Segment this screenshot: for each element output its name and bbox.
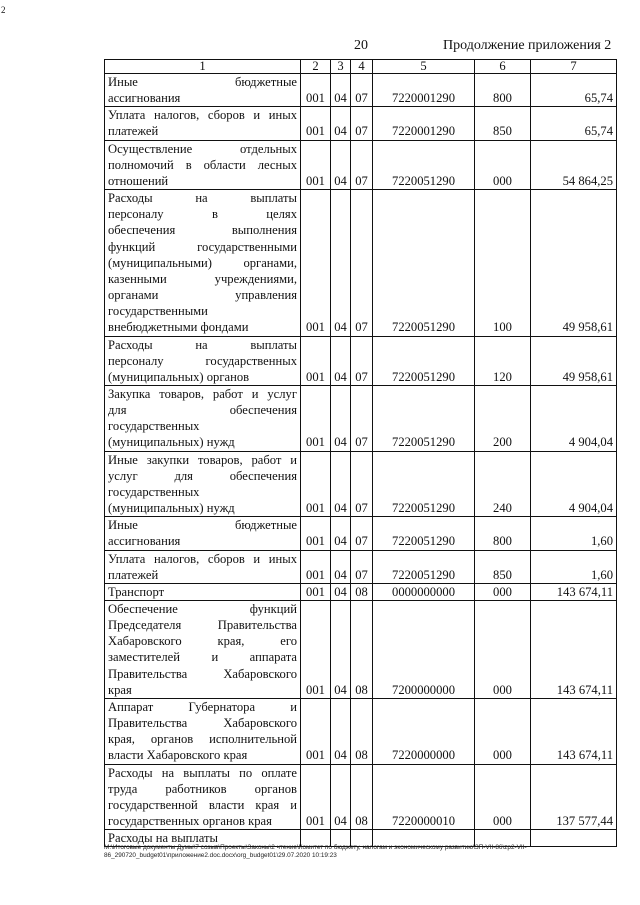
expense-type-cell: 240 — [475, 451, 531, 517]
row-name-line: платежей — [108, 567, 159, 582]
table-row — [105, 336, 617, 385]
code-cell: 001 — [301, 74, 331, 107]
row-name-line: внебюджетными фондами — [108, 320, 249, 335]
target-article-cell: 7220051290 — [373, 190, 475, 336]
row-name-cell — [105, 190, 301, 336]
row-name-line: ассигнования — [108, 91, 181, 106]
footer-line: 86_290720_budget01\приложение2.doc.docx\org_budget01\29.07.2020 10:19:23 — [104, 852, 337, 859]
corner-mark: 2 — [1, 5, 6, 15]
row-name-line: полномочий в области лесных — [108, 157, 297, 172]
section-cell: 04 — [331, 583, 351, 600]
amount-cell: 49 958,61 — [531, 336, 617, 385]
row-name-line: Хабаровского края, его — [108, 634, 297, 649]
subsection-cell: 08 — [351, 601, 373, 699]
code-cell: 001 — [301, 190, 331, 336]
subsection-cell: 07 — [351, 190, 373, 336]
expense-type-cell: 000 — [475, 764, 531, 830]
expense-type-cell: 850 — [475, 550, 531, 583]
target-article-cell: 7220001290 — [373, 74, 475, 107]
table-row — [105, 601, 617, 699]
row-name-line: платежей — [108, 124, 159, 139]
subsection-cell: 07 — [351, 336, 373, 385]
section-cell: 04 — [331, 74, 351, 107]
section-cell: 04 — [331, 698, 351, 764]
row-name-line: органами управления — [108, 288, 297, 303]
header-cell: 3 — [331, 60, 351, 74]
amount-cell: 49 958,61 — [531, 190, 617, 336]
row-name-line: Иные бюджетные — [108, 75, 297, 89]
row-name-line: Аппарат Губернатора и — [108, 699, 297, 714]
code-cell: 001 — [301, 601, 331, 699]
row-name-line: Расходы на выплаты — [108, 191, 297, 206]
subsection-cell: 08 — [351, 764, 373, 830]
row-name-line: государственных органов края — [108, 814, 272, 829]
header-cell: 2 — [301, 60, 331, 74]
row-name-line: Правительства Хабаровского — [108, 666, 297, 681]
section-cell: 04 — [331, 336, 351, 385]
table-row — [105, 583, 617, 600]
code-cell: 001 — [301, 698, 331, 764]
target-article-cell: 0000000000 — [373, 583, 475, 600]
target-article-cell: 7220051290 — [373, 336, 475, 385]
amount-cell: 137 577,44 — [531, 764, 617, 830]
amount-cell: 143 674,11 — [531, 583, 617, 600]
row-name-line: функций государственными — [108, 239, 297, 254]
header-cell: 1 — [105, 60, 301, 74]
row-name-line: Иные закупки товаров, работ и — [108, 452, 297, 467]
row-name-line: (муниципальными) органами, — [108, 255, 297, 270]
target-article-cell: 7220051290 — [373, 451, 475, 517]
row-name-line: власти Хабаровского края — [108, 748, 248, 763]
section-cell: 04 — [331, 190, 351, 336]
row-name-line: Расходы на выплаты — [108, 337, 297, 352]
code-cell: 001 — [301, 336, 331, 385]
expense-type-cell: 850 — [475, 107, 531, 140]
target-article-cell: 7220000010 — [373, 764, 475, 830]
row-name-line: Осуществление отдельных — [108, 141, 297, 156]
target-article-cell: 7200000000 — [373, 601, 475, 699]
row-name-cell — [105, 451, 301, 517]
code-cell: 001 — [301, 385, 331, 451]
expense-type-cell: 000 — [475, 601, 531, 699]
row-name-cell — [105, 764, 301, 830]
header-cell: 4 — [351, 60, 373, 74]
file-path-footer — [104, 844, 616, 860]
amount-cell: 143 674,11 — [531, 601, 617, 699]
continuation-label: Продолжение приложения 2 — [443, 38, 612, 53]
row-name-line: Расходы на выплаты — [108, 831, 218, 846]
row-name-line: (муниципальных) нужд — [108, 435, 235, 450]
target-article-cell: 7220051290 — [373, 550, 475, 583]
row-name-line: Обеспечение функций — [108, 602, 297, 616]
row-name-line: Председателя Правительства — [108, 618, 297, 633]
code-cell: 001 — [301, 140, 331, 189]
amount-cell: 54 864,25 — [531, 140, 617, 189]
section-cell: 04 — [331, 385, 351, 451]
subsection-cell: 07 — [351, 517, 373, 550]
target-article-cell: 7220051290 — [373, 385, 475, 451]
table-row — [105, 764, 617, 830]
row-name-line: края — [108, 682, 132, 697]
header-cell: 6 — [475, 60, 531, 74]
row-name-cell — [105, 601, 301, 699]
table-row — [105, 385, 617, 451]
row-name-line: Правительства Хабаровского — [108, 716, 297, 731]
row-name-line: государственными — [108, 304, 208, 319]
row-name-line: Иные бюджетные — [108, 518, 297, 533]
amount-cell: 4 904,04 — [531, 451, 617, 517]
budget-table — [104, 59, 617, 847]
row-name-cell — [105, 583, 301, 600]
expense-type-cell: 800 — [475, 517, 531, 550]
table-row — [105, 517, 617, 550]
code-cell: 001 — [301, 107, 331, 140]
amount-cell: 1,60 — [531, 517, 617, 550]
target-article-cell: 7220051290 — [373, 140, 475, 189]
section-cell: 04 — [331, 451, 351, 517]
table-row — [105, 107, 617, 140]
expense-type-cell: 120 — [475, 336, 531, 385]
section-cell: 04 — [331, 550, 351, 583]
expense-type-cell: 000 — [475, 583, 531, 600]
row-name-line: Закупка товаров, работ и услуг — [108, 386, 297, 401]
expense-type-cell: 800 — [475, 74, 531, 107]
section-cell: 04 — [331, 764, 351, 830]
subsection-cell: 07 — [351, 107, 373, 140]
table-row — [105, 451, 617, 517]
header-cell: 5 — [373, 60, 475, 74]
amount-cell: 143 674,11 — [531, 698, 617, 764]
row-name-cell — [105, 140, 301, 189]
row-name-line: услуг для обеспечения — [108, 468, 297, 483]
expense-type-cell: 200 — [475, 385, 531, 451]
subsection-cell: 07 — [351, 385, 373, 451]
section-cell: 04 — [331, 107, 351, 140]
row-name-cell — [105, 336, 301, 385]
amount-cell: 65,74 — [531, 107, 617, 140]
row-name-line: Транспорт — [108, 584, 165, 599]
expense-type-cell: 100 — [475, 190, 531, 336]
row-name-cell — [105, 74, 301, 107]
expense-type-cell: 000 — [475, 140, 531, 189]
table-row — [105, 140, 617, 189]
subsection-cell: 07 — [351, 550, 373, 583]
row-name-cell — [105, 385, 301, 451]
row-name-line: заместителей и аппарата — [108, 650, 297, 665]
target-article-cell: 7220000000 — [373, 698, 475, 764]
row-name-cell — [105, 550, 301, 583]
target-article-cell: 7220001290 — [373, 107, 475, 140]
row-name-line: персоналу государственных — [108, 353, 297, 368]
subsection-cell: 07 — [351, 451, 373, 517]
amount-cell: 1,60 — [531, 550, 617, 583]
code-cell: 001 — [301, 764, 331, 830]
row-name-line: для обеспечения — [108, 403, 297, 418]
row-name-line: отношений — [108, 173, 169, 188]
row-name-line: Расходы на выплаты по оплате — [108, 765, 297, 780]
table-row — [105, 190, 617, 336]
header-cell: 7 — [531, 60, 617, 74]
row-name-line: края, органов исполнительной — [108, 732, 297, 747]
row-name-cell — [105, 517, 301, 550]
subsection-cell: 07 — [351, 74, 373, 107]
table-row — [105, 550, 617, 583]
subsection-cell: 08 — [351, 698, 373, 764]
code-cell: 001 — [301, 451, 331, 517]
amount-cell: 4 904,04 — [531, 385, 617, 451]
page-number: 20 — [354, 38, 368, 53]
row-name-line: обеспечения выполнения — [108, 223, 297, 238]
row-name-cell — [105, 107, 301, 140]
row-name-line: (муниципальных) нужд — [108, 501, 235, 516]
subsection-cell: 08 — [351, 583, 373, 600]
section-cell: 04 — [331, 517, 351, 550]
amount-cell: 65,74 — [531, 74, 617, 107]
row-name-line: государственной власти края и — [108, 797, 297, 812]
row-name-line: Уплата налогов, сборов и иных — [108, 551, 297, 566]
code-cell: 001 — [301, 517, 331, 550]
row-name-line: Уплата налогов, сборов и иных — [108, 108, 297, 123]
row-name-line: казенными учреждениями, — [108, 271, 297, 286]
code-cell: 001 — [301, 550, 331, 583]
section-cell: 04 — [331, 140, 351, 189]
row-name-line: государственных — [108, 484, 200, 499]
table-row — [105, 74, 617, 107]
row-name-line: ассигнования — [108, 534, 181, 549]
section-cell: 04 — [331, 601, 351, 699]
row-name-line: персоналу в целях — [108, 207, 297, 222]
row-name-line: (муниципальных) органов — [108, 369, 250, 384]
row-name-line: труда работников органов — [108, 781, 297, 796]
subsection-cell: 07 — [351, 140, 373, 189]
target-article-cell: 7220051290 — [373, 517, 475, 550]
expense-type-cell: 000 — [475, 698, 531, 764]
table-row — [105, 698, 617, 764]
row-name-cell — [105, 698, 301, 764]
row-name-line: государственных — [108, 419, 200, 434]
footer-line: М:\Итоговые документы Думы\7 созыв\Проекты\Законы\2 чтение\Комитет по бюджету, налогам и экономическому развитию\ЗП-VII-86\zp2-VII- — [104, 844, 527, 851]
code-cell: 001 — [301, 583, 331, 600]
table-header-row — [105, 60, 617, 74]
